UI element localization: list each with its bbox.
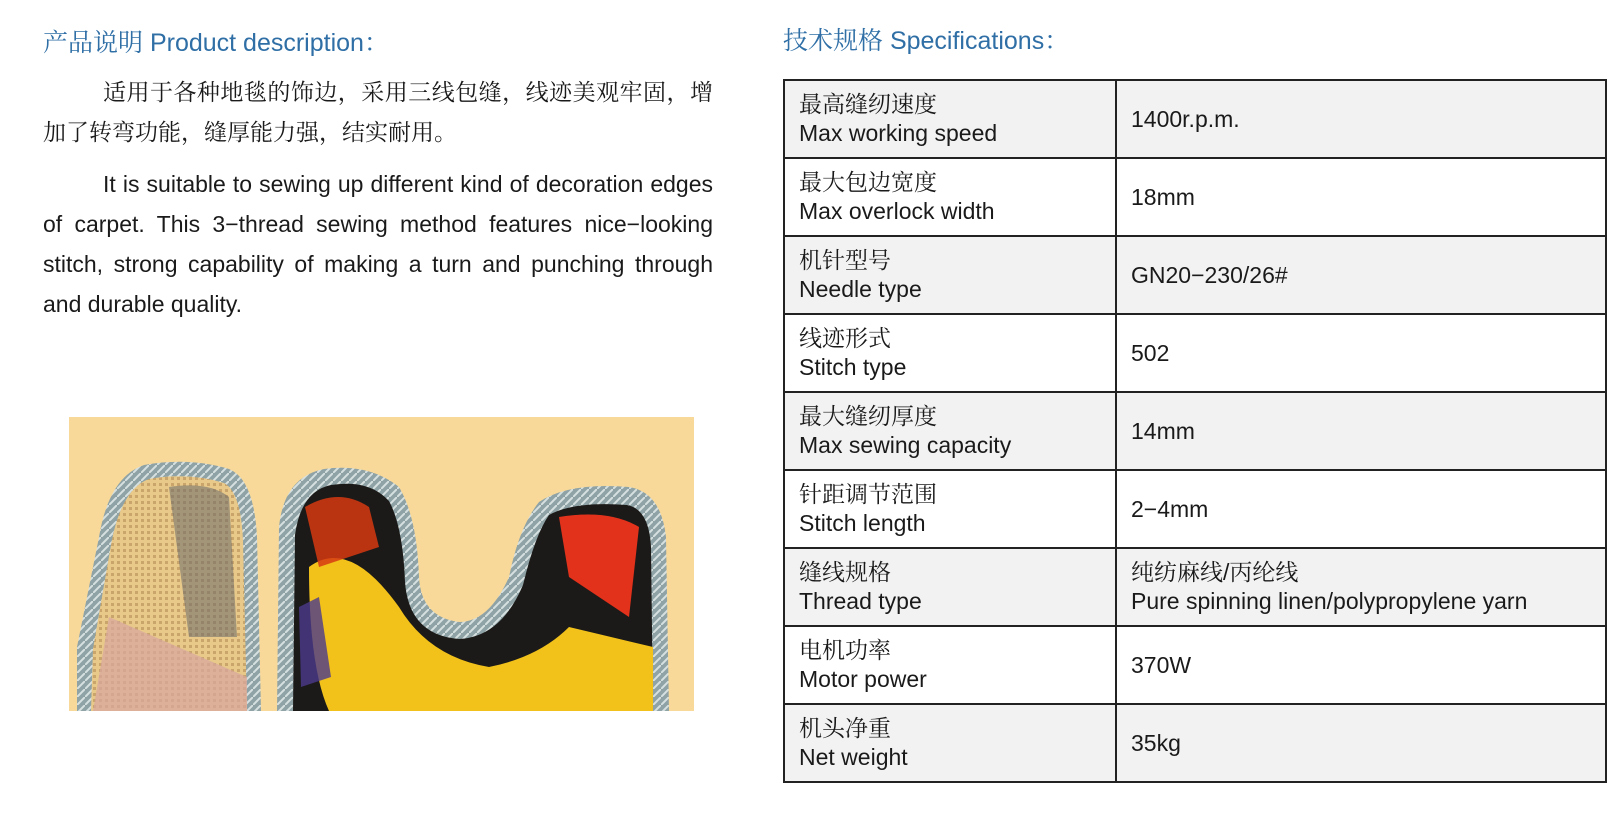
spec-label-cell [784, 548, 1116, 626]
spec-label-en: Motor power [799, 666, 927, 692]
spec-value-cell [1116, 236, 1606, 314]
spec-value-cell [1116, 626, 1606, 704]
spec-label-cn: 机针型号 [799, 247, 891, 273]
table-row [784, 314, 1606, 392]
spec-value-cell [1116, 470, 1606, 548]
spec-label-en: Needle type [799, 276, 922, 302]
spec-label-cell [784, 236, 1116, 314]
table-row [784, 704, 1606, 782]
spec-label-en: Stitch type [799, 354, 907, 380]
spec-value-cell [1116, 704, 1606, 782]
spec-label-en: Max sewing capacity [799, 432, 1012, 458]
spec-label-cn: 针距调节范围 [799, 481, 937, 507]
carpet-edge-photo [69, 417, 694, 711]
table-row [784, 236, 1606, 314]
spec-value-cell [1116, 392, 1606, 470]
spec-label-en: Max overlock width [799, 198, 995, 224]
spec-value-secondary: Pure spinning linen/polypropylene yarn [1131, 588, 1528, 614]
spec-label-cell [784, 392, 1116, 470]
spec-label-cell [784, 626, 1116, 704]
spec-value: 14mm [1131, 417, 1195, 444]
spec-label-cn: 线迹形式 [799, 325, 891, 351]
spec-label-cell [784, 314, 1116, 392]
spec-label-en: Net weight [799, 744, 908, 770]
spec-label-cn: 最大包边宽度 [799, 169, 937, 195]
spec-value: GN20−230/26# [1131, 261, 1288, 288]
spec-label-cell [784, 80, 1116, 158]
spec-value: 18mm [1131, 183, 1195, 210]
spec-value: 502 [1131, 339, 1170, 366]
spec-label-cn: 最大缝纫厚度 [799, 403, 937, 429]
table-row [784, 470, 1606, 548]
spec-label-cn: 电机功率 [799, 637, 891, 663]
product-description-heading: 产品说明 Product description： [43, 29, 389, 57]
spec-value-cell [1116, 314, 1606, 392]
spec-label-cell [784, 704, 1116, 782]
spec-value-cell [1116, 158, 1606, 236]
spec-label-en: Max working speed [799, 120, 998, 146]
spec-label-cn: 缝线规格 [799, 559, 891, 585]
spec-label-cell [784, 158, 1116, 236]
spec-value-cell [1116, 548, 1606, 626]
table-row [784, 548, 1606, 626]
spec-value-cell [1116, 80, 1606, 158]
specifications-heading: 技术规格 Specifications： [783, 27, 1070, 55]
spec-label-cn: 最高缝纫速度 [799, 91, 937, 117]
spec-value: 1400r.p.m. [1131, 105, 1240, 132]
table-row [784, 158, 1606, 236]
table-row [784, 392, 1606, 470]
specifications-table [783, 79, 1607, 783]
carpet-edge-illustration [69, 417, 694, 711]
spec-label-cn: 机头净重 [799, 715, 891, 741]
spec-value: 纯纺麻线/丙纶线 [1131, 559, 1299, 585]
spec-value: 2−4mm [1131, 495, 1209, 522]
spec-value: 370W [1131, 651, 1192, 678]
description-english-text: It is suitable to sewing up different kind of decoration edges of carpet. This 3−thread sewing method features nice−looking stitch, strong capability of making a turn and punching through and durable quality. [43, 171, 713, 317]
spec-label-en: Stitch length [799, 510, 926, 536]
spec-value: 35kg [1131, 729, 1181, 756]
table-row [784, 626, 1606, 704]
description-chinese-text: 适用于各种地毯的饰边，采用三线包缝，线迹美观牢固，增加了转弯功能，缝厚能力强，结实耐用。 [43, 79, 713, 145]
table-row [784, 80, 1606, 158]
spec-label-cell [784, 470, 1116, 548]
spec-label-en: Thread type [799, 588, 922, 614]
